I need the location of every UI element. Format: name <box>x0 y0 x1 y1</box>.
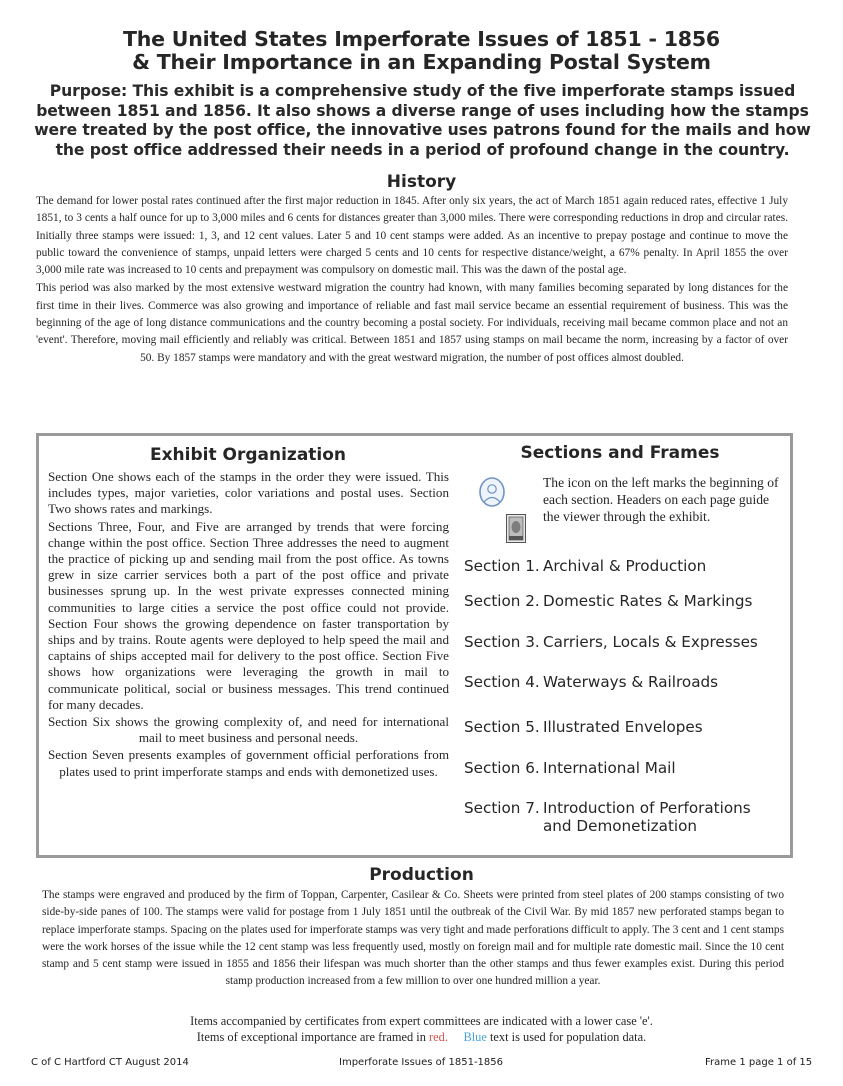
section-name: Domestic Rates & Markings <box>543 592 753 610</box>
title-line-2: & Their Importance in an Expanding Postal System <box>132 50 711 74</box>
section-number: Section 7. <box>464 799 540 817</box>
section-name: Waterways & Railroads <box>543 673 719 691</box>
section-entry-4 <box>464 673 718 691</box>
title-line-1: The United States Imperforate Issues of 1851 - 1856 <box>122 27 720 51</box>
sections-frames-heading: Sections and Frames <box>520 443 720 463</box>
section-name: Introduction of Perforations <box>543 799 751 817</box>
section-name: Illustrated Envelopes <box>543 718 703 736</box>
production-body <box>42 887 784 991</box>
section-number: Section 3. <box>464 633 540 651</box>
framing-note <box>0 1030 843 1046</box>
section-entry-2 <box>464 592 752 610</box>
section-name: International Mail <box>543 759 676 777</box>
footer-center: Imperforate Issues of 1851-1856 <box>339 1057 504 1068</box>
section-entry-7 <box>464 799 751 835</box>
footer-right: Frame 1 page 1 of 15 <box>705 1057 813 1068</box>
section-number: Section 6. <box>464 759 540 777</box>
framing-note-text: Items of exceptional importance are framed in <box>196 1029 426 1044</box>
history-paragraph-2: This period was also marked by the most extensive westward migration the country had known, with many families becoming separated by long distances for the first time in their lives. Commerce was also growing and importance of reliable and fast mail service became an essential requirement of business. This was the beginning of the age of long distance communications and the country becoming a postal society. For individuals, receiving mail became common place and not an 'event'. Therefore, moving mail efficiently and reliably was critical. Between 1851 and 1857 using stamps on mail became the norm, increasing by a factor of over 50. By 1857 stamps were mandatory and with the great westward migration, the number of post offices almost doubled. <box>36 282 788 364</box>
legend-notes <box>0 1014 843 1045</box>
history-body <box>36 193 788 368</box>
section-entry-1 <box>464 557 706 575</box>
population-note-text: text is used for population data. <box>489 1029 647 1044</box>
exhibit-paragraph-1: Section One shows each of the stamps in the order they were issued. This includes types, major varieties, color variations and postal uses. Section Two shows rates and markings. <box>48 469 449 517</box>
certificate-note: Items accompanied by certificates from expert committees are indicated with a lower case 'e'. <box>190 1014 653 1028</box>
footer-left: C of C Hartford CT August 2014 <box>31 1057 189 1068</box>
section-number: Section 4. <box>464 673 540 691</box>
section-name: Archival & Production <box>543 557 707 575</box>
blue-label: Blue <box>463 1029 487 1044</box>
exhibit-paragraph-3: Section Six shows the growing complexity of, and need for international mail to meet business and personal needs. <box>48 714 449 746</box>
purpose-statement: Purpose: This exhibit is a comprehensive study of the five imperforate stamps issued between 1851 and 1856. It also shows a diverse range of uses including how the stamps were treated by the post office, the innovative uses patrons found for the mails and how the post office addressed their needs in a period of profound change in the country. <box>34 82 811 159</box>
section-number: Section 2. <box>464 592 540 610</box>
production-heading: Production <box>369 865 474 885</box>
section-entry-6 <box>464 759 676 777</box>
history-paragraph-1: The demand for lower postal rates continued after the first major reduction in 1845. After only six years, the act of March 1851 again reduced rates, effective 1 July 1851, to 3 cents a half ounce for up to 3,000 miles and 6 cents for distances greater than 3,000 miles. There were corresponding reductions in drop and circular rates. Initially three stamps were issued: 1, 3, and 12 cent values. Later 5 and 10 cent stamps were added. As an incentive to prepay postage and continue to move the public toward the convenience of stamps, unpaid letters were charged 5 cents and 10 cents for respective distance/weight, a 67% penalty. In April 1855 the over 3,000 mile rate was increased to 10 cents and prepayment was compulsory on domestic mail. This was the dawn of the postal age. <box>36 195 788 277</box>
section-icon-note: The icon on the left marks the beginning of each section. Headers on each page guide the viewer through the exhibit. <box>543 475 779 525</box>
section-name-wrap <box>543 799 751 835</box>
section-name: Carriers, Locals & Expresses <box>543 633 758 651</box>
page-title <box>0 28 843 74</box>
section-entry-5 <box>464 718 703 736</box>
exhibit-paragraph-4: Section Seven presents examples of government official perforations from plates used to print imperforate stamps and ends with demonetized uses. <box>48 747 449 779</box>
stamp-icon <box>506 514 526 543</box>
exhibit-organization-body <box>48 469 449 781</box>
section-name-line-2: and Demonetization <box>543 817 698 835</box>
section-entry-3 <box>464 633 758 651</box>
production-paragraph: The stamps were engraved and produced by the firm of Toppan, Carpenter, Casilear & Co. Sheets were printed from steel plates of 200 stamps consisting of two side-by-side panes of 100. The stamps were valid for postage from 1 July 1851 until the outbreak of the Civil War. By mid 1857 new perforated stamps began to replace imperforate stamps. Spacing on the plates used for imperforate stamps was very tight and made perforations difficult to apply. The 3 cent and 1 cent stamps were the work horses of the issue while the 12 cent stamp was less frequently used, mostly on foreign mail and for multiple rate domestic mail. Since the 10 cent stamp and 5 cent stamp were issued in 1855 and 1856 their lifespan was much shorter than the other stamps and thus fewer examples exist. During this period stamp production increased from a few million to over one hundred million a year. <box>42 889 784 988</box>
section-number: Section 1. <box>464 557 540 575</box>
section-number: Section 5. <box>464 718 540 736</box>
section-marker-icon <box>478 476 506 508</box>
exhibit-paragraph-2: Sections Three, Four, and Five are arranged by trends that were forcing change within the post office. Section Three addresses the need to augment the practice of picking up and sending mail from the post office. As towns grew in size carrier services both a part of the post office and private businesses sprung up. In the west private expresses connected mining communities to large cities a service the post office could not provide. Section Four shows the growing dependence on faster transportation by ships and by trains. Route agents were deployed to help speed the mail and captains of ships accepted mail for delivery to the post office. Section Five shows how organizations were leveraging the growth in mail to communicate political, social or business messages. This trend continued for many decades. <box>48 518 449 712</box>
history-heading: History <box>386 172 457 192</box>
exhibit-organization-heading: Exhibit Organization <box>149 445 347 465</box>
red-label: red. <box>429 1029 448 1044</box>
